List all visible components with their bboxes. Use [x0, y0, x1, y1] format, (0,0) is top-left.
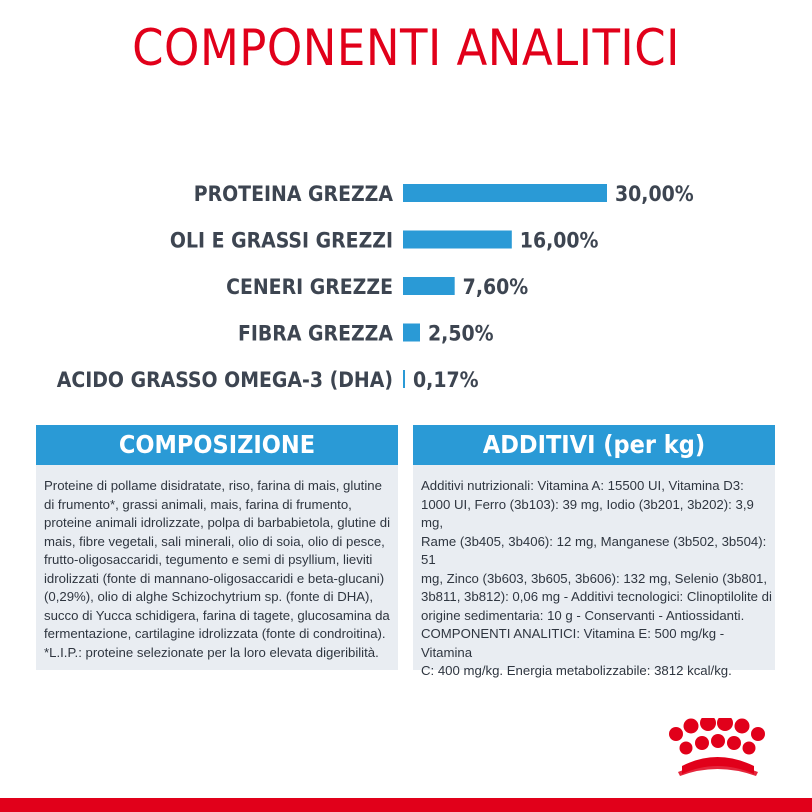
value-label: 16,00% — [519, 228, 599, 253]
category-label: ACIDO GRASSO OMEGA-3 (DHA) — [56, 368, 393, 392]
value-label: 2,50% — [428, 321, 494, 346]
category-label: CENERI GREZZE — [226, 275, 393, 299]
composition-line: idrolizzati (fonte di mannano-oligosaccaridi e beta-glucani) — [44, 570, 385, 586]
composition-line: succo di Yucca schidigera, farina di tagete, glucosamina da — [44, 607, 390, 623]
footer-bar — [0, 798, 812, 812]
additives-line: origine sedimentaria: 10 g - Conservanti - Antiossidanti. — [421, 607, 745, 623]
composition-line: di frumento*, grassi animali, mais, farina di frumento, — [44, 496, 352, 512]
analytic-components-chart — [0, 160, 812, 400]
bar — [403, 184, 607, 202]
category-label: FIBRA GREZZA — [237, 321, 393, 346]
additives-line: 3b811, 3b812): 0,06 mg - Additivi tecnologici: Clinoptilolite di — [421, 589, 772, 604]
value-label: 7,60% — [462, 275, 529, 299]
additives-line: Additivi nutrizionali: Vitamina A: 15500 UI, Vitamina D3: — [421, 478, 744, 493]
additives-line: Rame (3b405, 3b406): 12 mg, Manganese (3b502, 3b504): 51 — [421, 533, 767, 567]
bar — [403, 231, 512, 249]
category-label: OLI E GRASSI GREZZI — [169, 228, 393, 253]
composition-line: (0,29%), olio di alghe Schizochytrium sp. (fonte di DHA), — [44, 589, 374, 604]
royal-canin-crown-logo-icon — [664, 718, 776, 782]
additives-line: mg, Zinco (3b603, 3b605, 3b606): 132 mg, Selenio (3b801, — [421, 570, 768, 586]
additives-heading: ADDITIVI (per kg) — [413, 425, 775, 465]
additives-line: 1000 UI, Ferro (3b103): 39 mg, Iodio (3b201, 3b202): 3,9 mg, — [421, 496, 754, 530]
page-title: COMPONENTI ANALITICI — [132, 19, 680, 77]
composition-line: *L.I.P.: proteine selezionate per la loro elevata digeribilità. — [44, 644, 379, 660]
value-label: 0,17% — [413, 368, 479, 392]
composition-line: fermentazione, cartilagine idrolizzata (fonte di condroitina). — [44, 626, 386, 641]
composition-line: mais, fibre vegetali, sali minerali, olio di soia, olio di pesce, — [44, 533, 385, 549]
bar — [403, 324, 420, 342]
additives-line: COMPONENTI ANALITICI: Vitamina E: 500 mg/kg - Vitamina — [421, 626, 725, 660]
category-label: PROTEINA GREZZA — [193, 182, 393, 206]
bar — [403, 277, 455, 295]
composition-line: proteine animali idrolizzate, polpa di barbabietola, glutine di — [44, 515, 391, 530]
value-label: 30,00% — [615, 182, 694, 206]
composition-heading: COMPOSIZIONE — [36, 425, 398, 465]
additives-line: C: 400 mg/kg. Energia metabolizzabile: 3812 kcal/kg. — [421, 663, 732, 678]
additives-text — [421, 477, 773, 681]
bar — [403, 370, 405, 388]
composition-line: Proteine di pollame disidratate, riso, farina di mais, glutine — [44, 478, 382, 493]
composition-text — [44, 477, 394, 662]
composition-line: frutto-oligosaccaridi, tegumento e semi di psyllium, lieviti — [44, 552, 373, 567]
